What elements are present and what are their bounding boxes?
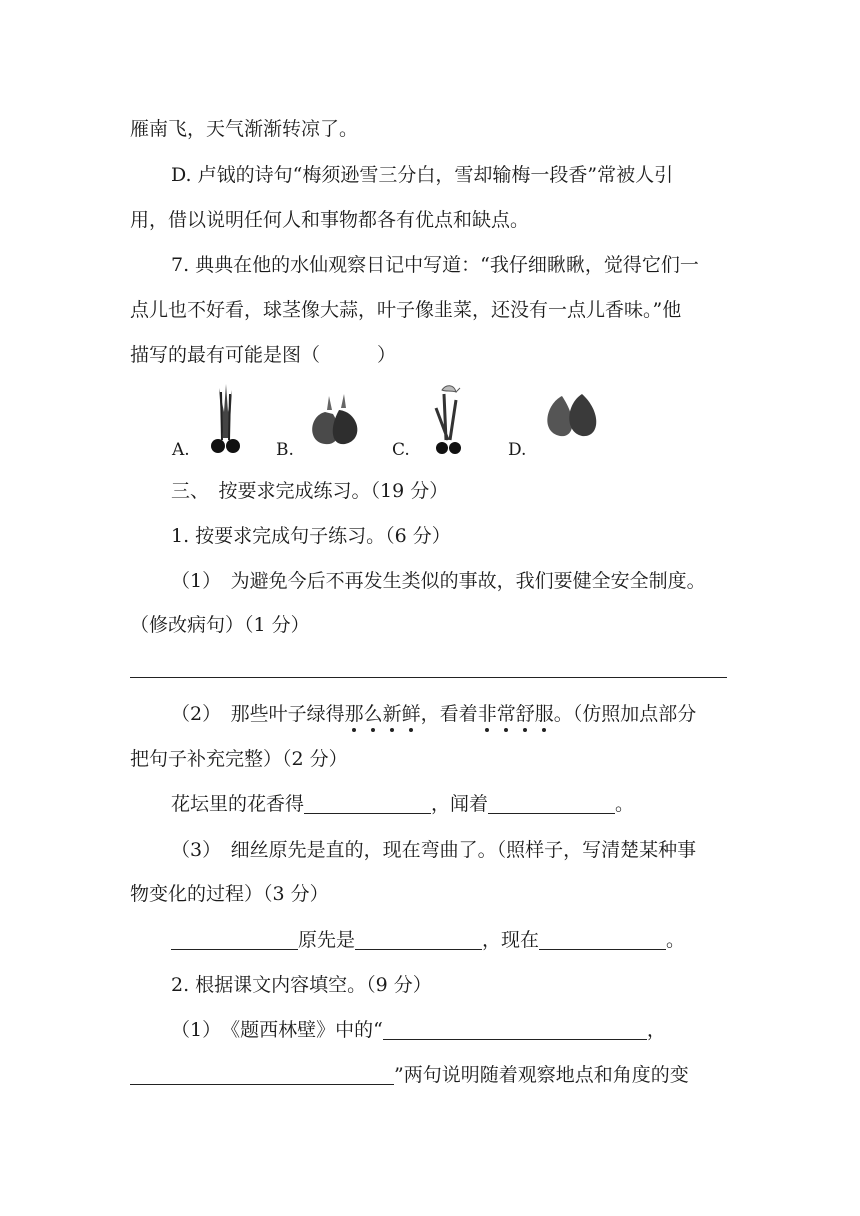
q2-s1-text-a: （1） 《题西林壁》中的“ — [171, 1019, 383, 1041]
fill-2-text-c: 。 — [615, 793, 635, 815]
fill-blank[interactable] — [539, 929, 666, 950]
option-c-label: C. — [392, 440, 410, 460]
question-7-line3: 描写的最有可能是图（ ） — [130, 344, 397, 366]
sentence-2-part-b: ，看着 — [420, 703, 478, 725]
fill-3-text-a: 原先是 — [298, 929, 356, 951]
question-2-title: 2. 根据课文内容填空。（9 分） — [171, 974, 432, 996]
q2-sentence-1-line2 — [130, 1063, 689, 1087]
option-b-image — [305, 392, 367, 448]
sentence-1-line2: （修改病句）（1 分） — [130, 614, 310, 636]
section-3-heading: 三、 按要求完成练习。（19 分） — [171, 480, 449, 502]
q2-sentence-1-line1 — [171, 1018, 666, 1042]
option-d-line2: 用，借以说明任何人和事物都各有优点和缺点。 — [130, 209, 530, 231]
question-7-line1: 7. 典典在他的水仙观察日记中写道：“我仔细瞅瞅，觉得它们一 — [171, 254, 699, 276]
sentence-3-line1: （3） 细丝原先是直的，现在弯曲了。（照样子，写清楚某种事 — [171, 839, 697, 861]
sentence-2-line1 — [171, 702, 696, 726]
question-1-title: 1. 按要求完成句子练习。（6 分） — [171, 525, 451, 547]
fill-blank[interactable] — [304, 793, 431, 814]
fill-blank[interactable] — [130, 1064, 394, 1085]
sentence-1-line1: （1） 为避免今后不再发生类似的事故，我们要健全安全制度。 — [171, 570, 706, 592]
fill-blank[interactable] — [383, 1019, 647, 1040]
continuation-text: 雁南飞，天气渐渐转凉了。 — [130, 118, 359, 140]
sentence-3-line2: 物变化的过程）（3 分） — [130, 883, 329, 905]
fill-3-text-b: ，现在 — [482, 929, 540, 951]
sentence-3-fill — [171, 928, 685, 952]
option-c-image — [426, 380, 470, 458]
answer-line[interactable] — [130, 677, 727, 678]
option-d-line1: D. 卢钺的诗句“梅须逊雪三分白，雪却输梅一段香”常被人引 — [171, 164, 674, 186]
option-d-image — [538, 390, 604, 442]
fill-blank[interactable] — [355, 929, 482, 950]
fill-2-text-a: 花坛里的花香得 — [171, 793, 305, 815]
fill-3-text-c: 。 — [666, 929, 686, 951]
option-a-label: A. — [172, 440, 190, 460]
option-b-label: B. — [276, 440, 294, 460]
sentence-2-part-a: 那些叶子绿得 — [230, 703, 345, 725]
q2-s1-text-c: ”两句说明随着观察地点和角度的变 — [394, 1064, 689, 1086]
option-d-label: D. — [508, 440, 527, 460]
question-7-line2: 点儿也不好看，球茎像大蒜，叶子像韭菜，还没有一点儿香味。”他 — [130, 299, 682, 321]
fill-2-text-b: ，闻着 — [431, 793, 489, 815]
q2-s1-text-b: ， — [646, 1019, 666, 1041]
sentence-2-part-c: 。（仿照加点部分 — [553, 703, 697, 725]
sentence-2-fill — [171, 792, 634, 816]
sentence-2-line2: 把句子补充完整）（2 分） — [130, 748, 348, 770]
dotted-phrase-1: 那么新鲜 — [344, 703, 421, 725]
fill-blank[interactable] — [488, 793, 615, 814]
fill-blank[interactable] — [171, 929, 298, 950]
option-a-image — [205, 382, 245, 456]
dotted-phrase-2: 非常舒服 — [477, 703, 554, 725]
sentence-2-num: （2） — [171, 703, 231, 725]
